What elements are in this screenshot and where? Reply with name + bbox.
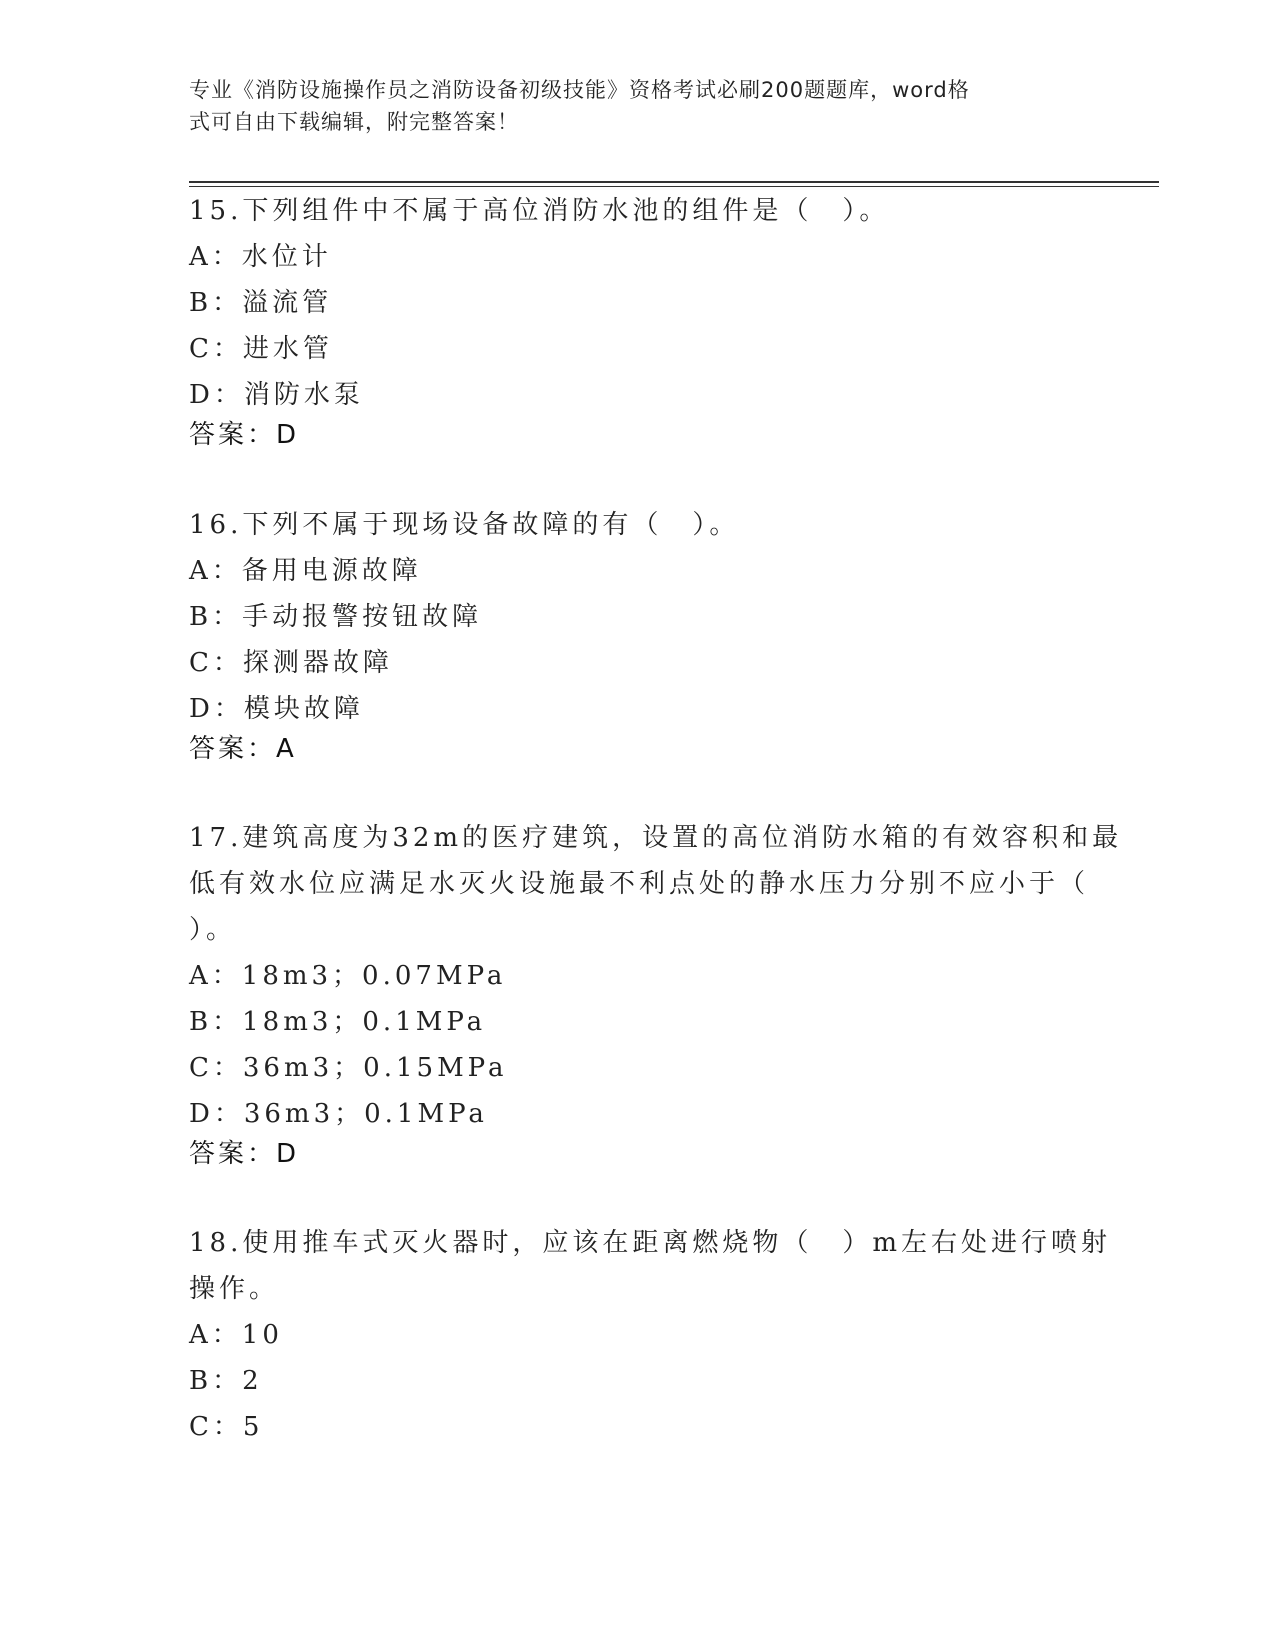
option-c: C：36m3；0.15MPa [189, 1053, 508, 1083]
question-stem-line-1: 18.使用推车式灭火器时，应该在距离燃烧物（ ）m左右处进行喷射 [189, 1228, 1112, 1258]
option-b: B：2 [189, 1366, 263, 1396]
option-b: B：手动报警按钮故障 [189, 602, 483, 632]
question-stem-line-1: 17.建筑高度为32m的医疗建筑，设置的高位消防水箱的有效容积和最 [189, 823, 1123, 853]
answer-15: 答案：D [189, 420, 300, 450]
question-18 [189, 1220, 1112, 1450]
option-a: A：18m3；0.07MPa [189, 961, 507, 991]
header-divider-thin [189, 186, 1159, 187]
document-header [189, 74, 1079, 138]
option-d: D：模块故障 [189, 694, 364, 724]
option-a: A：备用电源故障 [189, 556, 422, 586]
option-c: C：进水管 [189, 334, 333, 364]
question-stem-line-3: ）。 [189, 915, 237, 945]
option-a: A：10 [189, 1320, 283, 1350]
header-divider [189, 181, 1159, 183]
answer-16: 答案：A [189, 734, 297, 764]
answer-17: 答案：D [189, 1139, 300, 1169]
question-stem-line-2: 操作。 [189, 1274, 280, 1304]
question-17 [189, 815, 1123, 1137]
option-b: B：溢流管 [189, 288, 333, 318]
option-d: D：消防水泵 [189, 380, 364, 410]
header-line-1: 专业《消防设施操作员之消防设备初级技能》资格考试必刷200题题库，word格 [189, 78, 970, 102]
question-stem: 15.下列组件中不属于高位消防水池的组件是（ ）。 [189, 196, 890, 226]
header-line-2: 式可自由下载编辑，附完整答案！ [189, 110, 519, 134]
question-stem: 16.下列不属于现场设备故障的有（ ）。 [189, 510, 740, 540]
option-d: D：36m3；0.1MPa [189, 1099, 488, 1129]
option-c: C：探测器故障 [189, 648, 393, 678]
question-15 [189, 188, 1089, 418]
option-c: C：5 [189, 1412, 264, 1442]
question-stem-line-2: 低有效水位应满足水灭火设施最不利点处的静水压力分别不应小于（ [189, 869, 1090, 899]
option-a: A：水位计 [189, 242, 332, 272]
question-16 [189, 502, 1089, 732]
option-b: B：18m3；0.1MPa [189, 1007, 487, 1037]
